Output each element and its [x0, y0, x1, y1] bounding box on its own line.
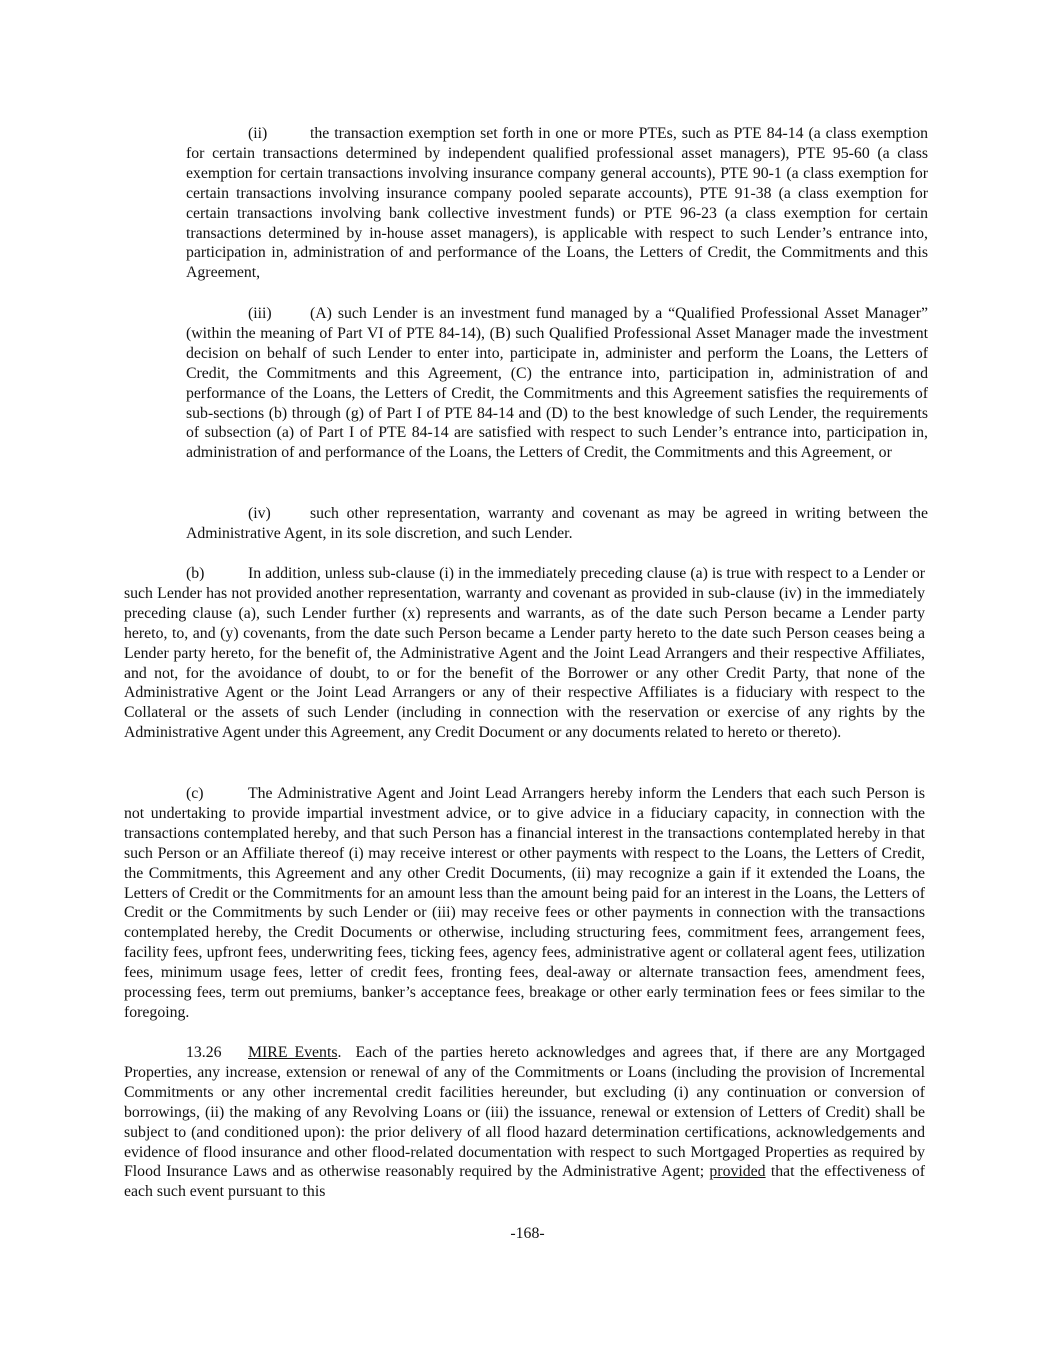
section-13-26	[124, 1043, 925, 1202]
section-text-after: that the effectiveness of each such event pursuant to this	[124, 1163, 925, 1201]
section-text-before: Each of the parties hereto acknowledges and agrees that, if there are any Mortgaged Properties, any increase, extension or renewal of any of the Commitments or Loans (including the provision of Incremental Commitments or any other incremental credit facilities hereunder, but excluding (i) any continuation or conversion of borrowings, (ii) the making of any Revolving Loans or (iii) the issuance, renewal or extension of Letters of Credit) shall be subject to (and conditioned upon): the prior delivery of all flood hazard determination certifications, acknowledgements and evidence of flood insurance and other flood-related documentation with respect to such Mortgaged Properties as required by Flood Insurance Laws and as otherwise reasonably required by the Administrative Agent;	[124, 1044, 926, 1181]
clause-label: (c)	[186, 785, 204, 802]
section-heading-punct: .	[337, 1044, 342, 1061]
clause-iii	[186, 304, 928, 463]
clause-text: (A) such Lender is an investment fund managed by a “Qualified Professional Asset Manager” (within the meaning of Part VI of PTE 84-14), (B) such Qualified Professional Asset Manager made the investment decision on behalf of such Lender to enter into, participate in, administer and perform the Loans, the Letters of Credit, the Commitments and this Agreement, (C) the entrance into, participation in, administration of and performance of the Loans, the Letters of Credit, the Commitments and this Agreement satisfies the requirements of sub-sections (b) through (g) of Part I of PTE 84-14 and (D) to the best knowledge of such Lender, the requirements of subsection (a) of Part I of PTE 84-14 are satisfied with respect to such Lender’s entrance into, participation in, administration of and performance of the Loans, the Letters of Credit, the Commitments and this Agreement, or	[186, 305, 928, 462]
page-number: -168-	[510, 1225, 545, 1242]
clause-ii	[186, 124, 928, 283]
clause-label: (iv)	[248, 505, 271, 522]
clause-text: The Administrative Agent and Joint Lead Arrangers hereby inform the Lenders that each such Person is not undertaking to provide impartial investment advice, or to give advice in a fiduciary capacity, in connection with the transactions contemplated hereby, and that such Person has a financial interest in the transactions contemplated hereby in that such Person or an Affiliate thereof (i) may receive interest or other payments with respect to the Loans, the Letters of Credit, the Commitments, this Agreement and any other Credit Documents, (ii) may recognize a gain if it extended the Loans, the Letters of Credit or the Commitments for an amount less than the amount being paid for an interest in the Loans, the Letters of Credit or the Commitments by such Lender or (iii) may receive fees or other payments in connection with the transactions contemplated hereby, the Credit Documents or otherwise, including structuring fees, commitment fees, arrangement fees, facility fees, upfront fees, underwriting fees, ticking fees, agency fees, administrative agent or collateral agent fees, utilization fees, minimum usage fees, letter of credit fees, fronting fees, deal-away or alternate transaction fees, amendment fees, processing fees, term out premiums, banker’s acceptance fees, breakage or other early termination fees or fees similar to the foregoing.	[124, 785, 925, 1021]
clause-c	[124, 784, 925, 1023]
section-number: 13.26	[186, 1044, 222, 1061]
clause-text: In addition, unless sub-clause (i) in the immediately preceding clause (a) is true with respect to a Lender or such Lender has not provided another representation, warranty and covenant as provided in sub-clause (iv) in the immediately preceding clause (a), such Lender further (x) represents and warrants, as of the date such Person became a Lender party hereto, to, and (y) covenants, from the date such Person became a Lender party hereto to the date such Person ceases being a Lender party hereto, for the benefit of, the Administrative Agent and the Joint Lead Arrangers and their respective Affiliates, and not, for the avoidance of doubt, to or for the benefit of the Borrower or any other Credit Party, that none of the Administrative Agent or the Joint Lead Arrangers or any of their respective Affiliates is a fiduciary with respect to the Collateral or the assets of such Lender (including in connection with the reservation or exercise of any rights by the Administrative Agent under this Agreement, any Credit Document or any documents related to hereto or thereto).	[124, 565, 925, 742]
clause-label: (iii)	[248, 305, 272, 322]
clause-label: (b)	[186, 565, 205, 582]
clause-label: (ii)	[248, 125, 268, 142]
clause-text: the transaction exemption set forth in one or more PTEs, such as PTE 84-14 (a class exemption for certain transactions determined by independent qualified professional asset managers), PTE 95-60 (a class exemption for certain transactions involving insurance company general accounts), PTE 90-1 (a class exemption for certain transactions involving insurance company pooled separate accounts), PTE 91-38 (a class exemption for certain transactions involving bank collective investment funds) or PTE 96-23 (a class exemption for certain transactions determined by in-house asset managers), is applicable with respect to such Lender’s entrance into, participation in, administration of and performance of the Loans, the Letters of Credit, the Commitments and this Agreement,	[186, 125, 928, 282]
clause-b	[124, 564, 925, 743]
clause-iv	[186, 504, 928, 544]
section-heading: MIRE Events	[248, 1044, 338, 1061]
clause-text: such other representation, warranty and covenant as may be agreed in writing between the Administrative Agent, in its sole discretion, and such Lender.	[186, 505, 928, 542]
section-emphasis: provided	[709, 1163, 766, 1181]
